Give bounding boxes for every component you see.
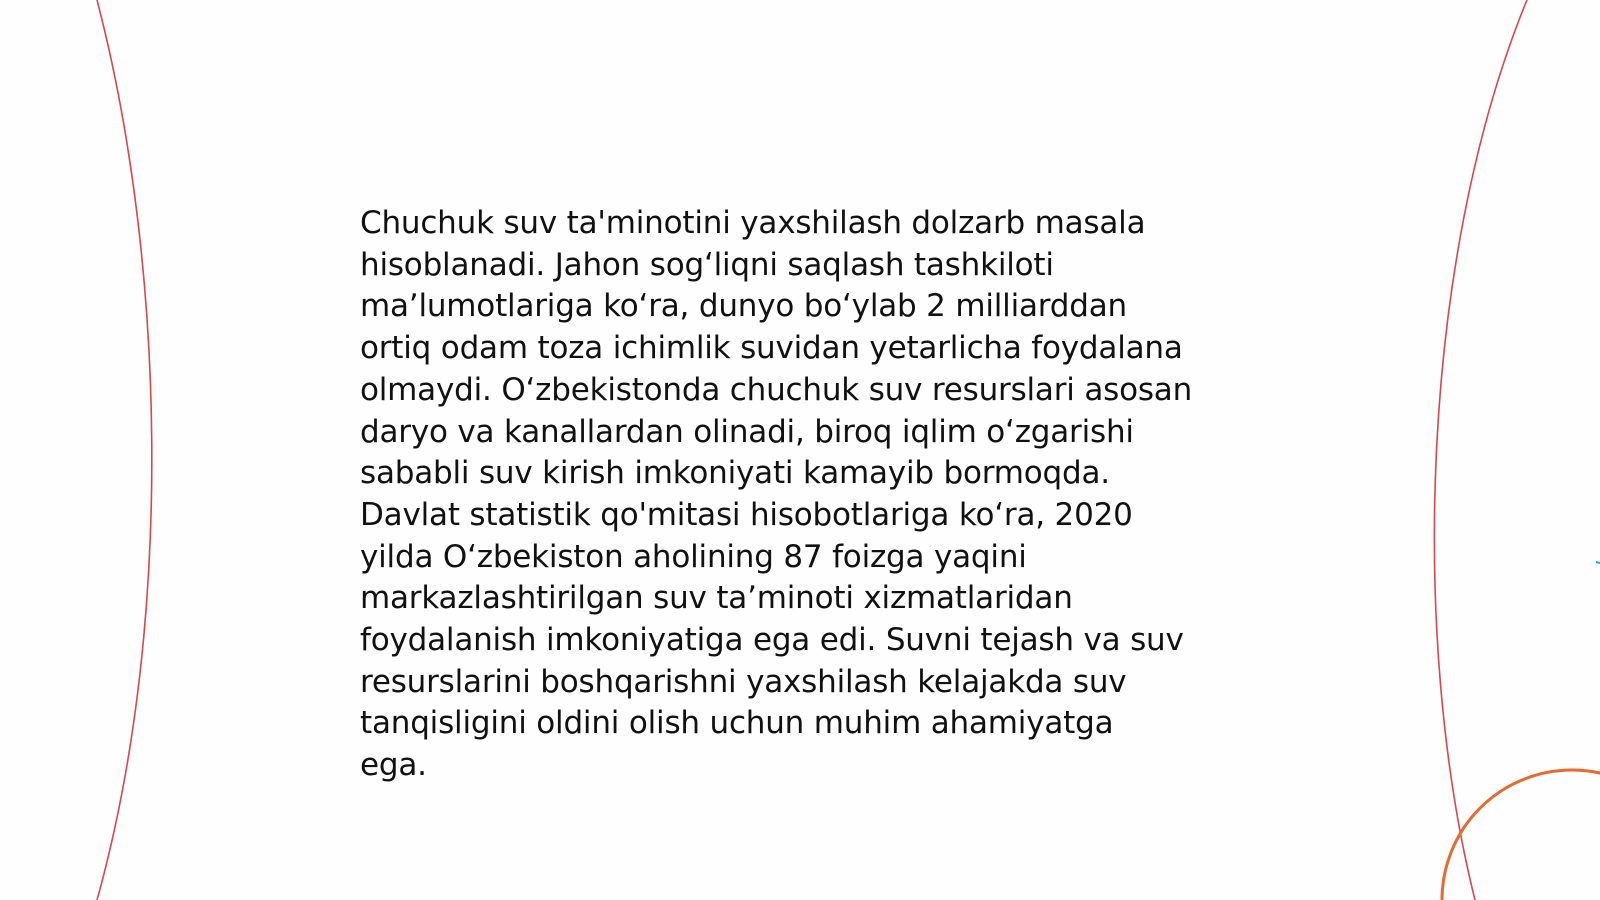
accent-teal-mark — [1596, 562, 1600, 563]
accent-circle — [1442, 770, 1600, 900]
body-paragraph: Chuchuk suv ta'minotini yaxshilash dolzarb masala hisoblanadi. Jahon sog‘liqni saqlash tashkiloti ma’lumotlariga ko‘ra, dunyo bo‘ylab 2 milliarddan ortiq odam toza ichimlik suvidan yetarlicha foydalana olmaydi. O‘zbekistonda chuchuk suv resurslari asosan daryo va kanallardan olinadi, biroq iqlim o‘zgarishi sababli suv kirish imkoniyati kamayib bormoqda. Davlat statistik qo'mitasi hisobotlariga ko‘ra, 2020 yilda O‘zbekiston aholining 87 foizga yaqini markazlashtirilgan suv ta’minoti xizmatlaridan foydalanish imkoniyatiga ega edi. Suvni tejash va suv resurslarini boshqarishni yaxshilash kelajakda suv tanqisligini oldini olish uchun muhim ahamiyatga ega. — [360, 205, 1193, 784]
right-curve-line — [1434, 0, 1527, 900]
left-curve-line — [97, 0, 152, 900]
